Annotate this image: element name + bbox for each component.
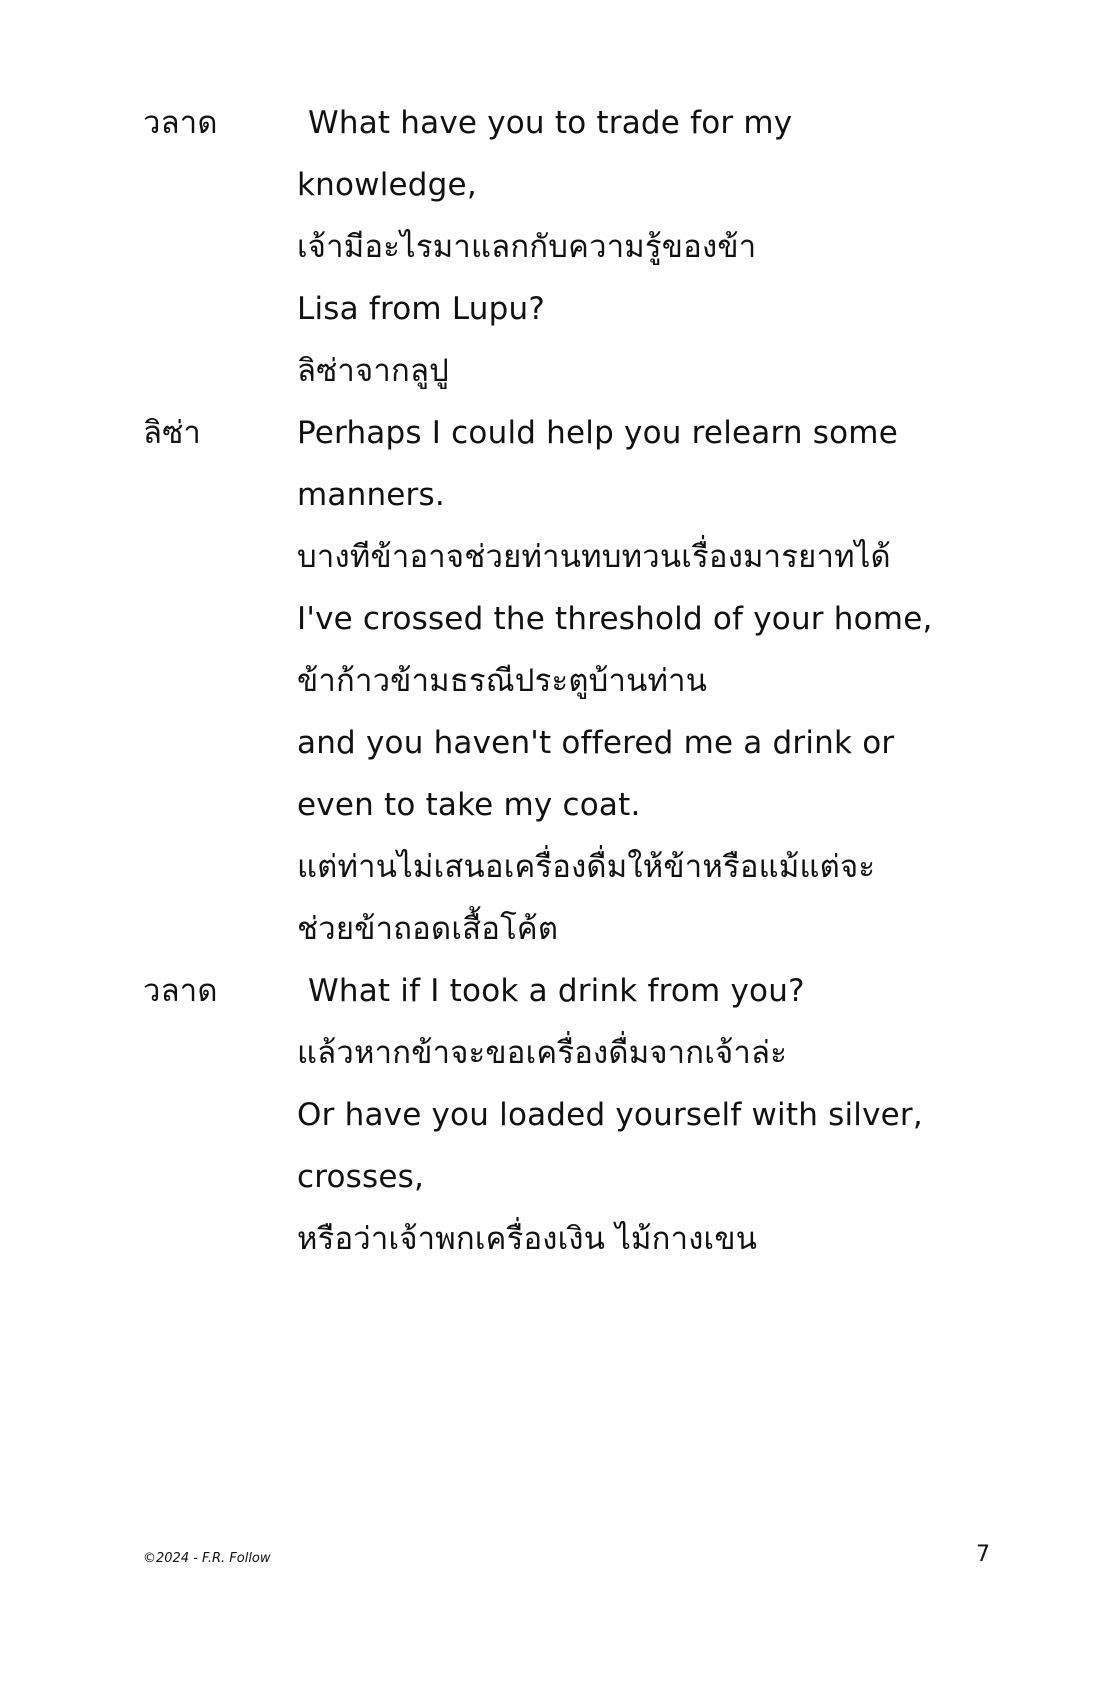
dialogue-line: What if I took a drink from you? (308, 973, 805, 1009)
dialogue-line: I've crossed the threshold of your home, (297, 601, 933, 637)
dialogue-line: Or have you loaded yourself with silver, (297, 1097, 923, 1133)
speaker-vlad: วลาด (143, 973, 218, 1009)
speaker-lisa: ลิซ่า (143, 415, 202, 451)
dialogue-line: What have you to trade for my (308, 105, 793, 141)
dialogue-line: knowledge, (297, 167, 477, 203)
dialogue-line: even to take my coat. (297, 787, 641, 823)
page-number: 7 (976, 1542, 990, 1567)
dialogue-line-thai: ช่วยข้าถอดเสื้อโค้ต (297, 911, 559, 947)
dialogue-line-thai: ลิซ่าจากลูปู (297, 353, 450, 389)
speaker-vlad: วลาด (143, 105, 218, 141)
dialogue-line-thai: บางทีข้าอาจช่วยท่านทบทวนเรื่องมารยาทได้ (297, 539, 891, 575)
dialogue-line-thai: แล้วหากข้าจะขอเครื่องดื่มจากเจ้าล่ะ (297, 1035, 788, 1071)
dialogue-line: Perhaps I could help you relearn some (297, 415, 898, 451)
dialogue-line: Lisa from Lupu? (297, 291, 546, 327)
copyright-footer: ©2024 - F.R. Follow (143, 1551, 271, 1566)
dialogue-line: manners. (297, 477, 445, 513)
dialogue-line-thai: แต่ท่านไม่เสนอเครื่องดื่มให้ข้าหรือแม้แต่จะ (297, 849, 876, 885)
dialogue-line-thai: หรือว่าเจ้าพกเครื่องเงิน ไม้กางเขน (297, 1221, 758, 1257)
dialogue-line-thai: เจ้ามีอะไรมาแลกกับความรู้ของข้า (297, 229, 757, 265)
dialogue-line: crosses, (297, 1159, 425, 1195)
dialogue-line: and you haven't offered me a drink or (297, 725, 895, 761)
dialogue-line-thai: ข้าก้าวข้ามธรณีประตูบ้านท่าน (297, 663, 708, 699)
